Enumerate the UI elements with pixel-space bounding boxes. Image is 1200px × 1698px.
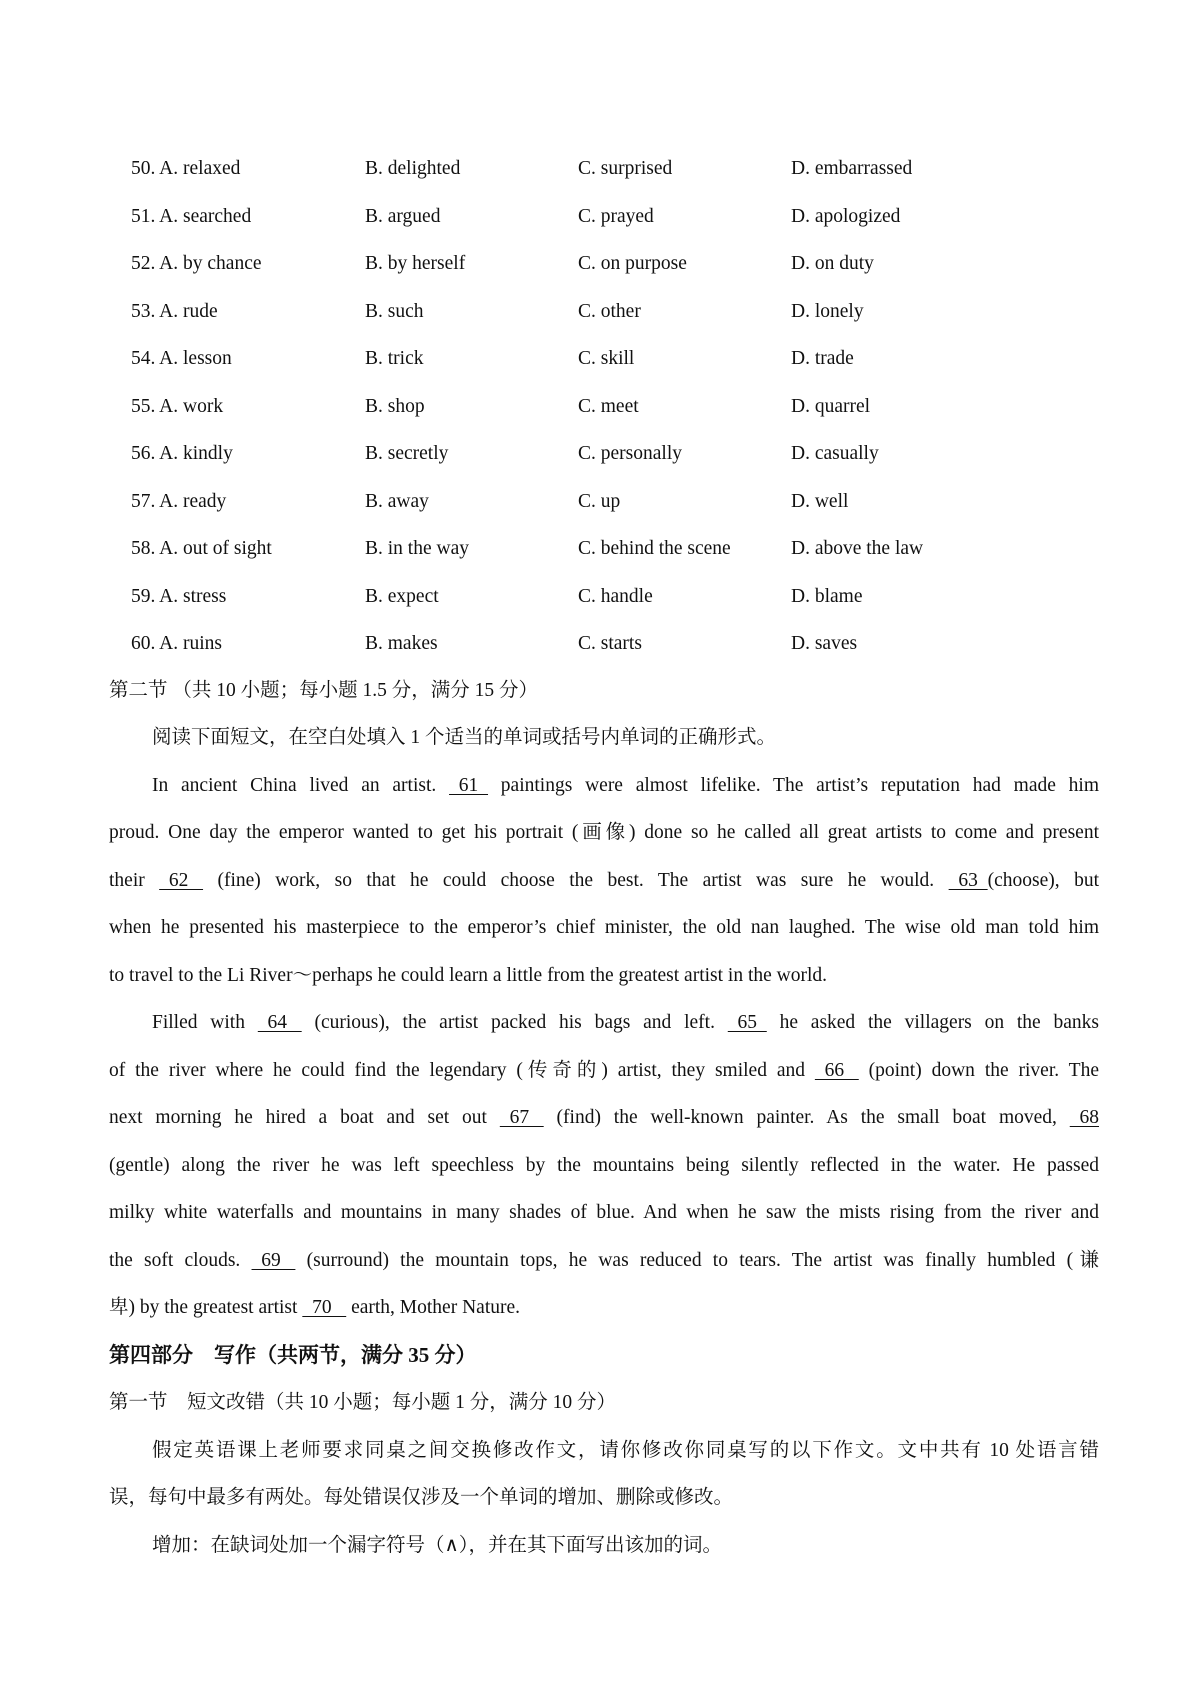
blank-64[interactable]: 64 [257, 1012, 302, 1033]
option-b: B. secretly [365, 443, 449, 464]
option-a: 55. A. work [131, 395, 224, 417]
option-d: D. embarrassed [791, 158, 913, 179]
passage-text: he asked the villagers on the banks [766, 1012, 1100, 1033]
option-b: B. makes [365, 633, 438, 654]
option-d: D. above the law [791, 538, 924, 559]
option-b: B. away [365, 490, 429, 512]
passage-text: (surround) the mountain tops, he was reduced to tears. The artist was finally humbled (谦 [295, 1250, 1099, 1271]
passage-line: when he presented his masterpiece to the emperor’s chief minister, the old nan laughed. The wise old man told him [109, 917, 1099, 938]
passage-text: (fine) work, so that he could choose the best. The artist was sure he would. [203, 870, 949, 891]
passage-line: proud. One day the emperor wanted to get his portrait (画像) done so he called all great artists to come and present [109, 822, 1099, 843]
question-row [0, 344, 1200, 374]
option-d: D. lonely [791, 300, 864, 322]
blank-61[interactable]: 61 [449, 775, 489, 796]
question-row [0, 249, 1200, 279]
option-a: 52. A. by chance [131, 253, 262, 274]
passage-line: (gentle) along the river he was left speechless by the mountains being silently reflected in the water. He passed [109, 1155, 1099, 1176]
option-a: 50. A. relaxed [131, 158, 241, 179]
option-c: C. surprised [578, 158, 673, 179]
option-b: B. argued [365, 205, 441, 227]
blank-66[interactable]: 66 [814, 1060, 859, 1081]
passage-line [109, 1056, 1099, 1086]
part-heading: 第四部分 写作（共两节，满分 35 分） [109, 1343, 477, 1367]
option-c: C. prayed [578, 205, 654, 227]
option-a: 59. A. stress [131, 585, 227, 607]
section-heading: 第二节 （共 10 小题；每小题 1.5 分，满分 15 分） [109, 680, 539, 701]
option-c: C. other [578, 300, 641, 322]
option-c: C. behind the scene [578, 538, 731, 559]
passage-text: next morning he hired a boat and set out [109, 1107, 500, 1128]
blank-67[interactable]: 67 [499, 1107, 544, 1128]
option-a: 60. A. ruins [131, 633, 223, 654]
option-d: D. on duty [791, 253, 874, 274]
section-heading: 第一节 短文改错（共 10 小题；每小题 1 分，满分 10 分） [109, 1392, 617, 1413]
option-b: B. delighted [365, 158, 461, 179]
blank-65[interactable]: 65 [727, 1012, 767, 1033]
option-c: C. personally [578, 443, 682, 464]
passage-text: (curious), the artist packed his bags and left. [301, 1012, 728, 1033]
passage-text: earth, Mother Nature. [346, 1297, 521, 1318]
blank-68[interactable]: 68 [1069, 1107, 1099, 1128]
option-a: 53. A. rude [131, 300, 218, 322]
blank-69[interactable]: 69 [251, 1250, 296, 1271]
instruction-line: 假定英语课上老师要求同桌之间交换修改作文，请你修改你同桌写的以下作文。文中共有 10 处语言错 [152, 1440, 1099, 1461]
passage-text: 卑) by the greatest artist [109, 1297, 303, 1318]
passage-text: In ancient China lived an artist. [152, 775, 450, 796]
passage-text: their [109, 870, 160, 891]
passage-line [109, 1103, 1099, 1133]
question-row [0, 439, 1200, 469]
option-d: D. quarrel [791, 395, 871, 417]
passage-text: (choose), but [987, 870, 1099, 891]
option-c: C. skill [578, 348, 635, 369]
instruction-line: 误，每句中最多有两处。每处错误仅涉及一个单词的增加、删除或修改。 [109, 1487, 734, 1508]
option-a: 56. A. kindly [131, 443, 233, 464]
option-d: D. well [791, 490, 849, 512]
section-instruction: 阅读下面短文，在空白处填入 1 个适当的单词或括号内单词的正确形式。 [152, 727, 777, 748]
passage-line [152, 1008, 1099, 1038]
passage-text: Filled with [152, 1012, 258, 1033]
option-d: D. saves [791, 633, 858, 654]
option-b: B. expect [365, 585, 439, 607]
passage-line [109, 1293, 1099, 1323]
option-d: D. casually [791, 443, 879, 464]
option-c: C. starts [578, 633, 642, 654]
question-row [0, 582, 1200, 612]
option-c: C. up [578, 490, 621, 512]
option-d: D. trade [791, 348, 854, 369]
question-row [0, 534, 1200, 564]
option-b: B. such [365, 300, 424, 322]
question-row [0, 392, 1200, 422]
option-c: C. on purpose [578, 253, 687, 274]
option-a: 57. A. ready [131, 490, 227, 512]
passage-line [109, 866, 1099, 896]
option-d: D. apologized [791, 205, 901, 227]
passage-line: to travel to the Li River～perhaps he could learn a little from the greatest artist in the world. [109, 965, 828, 986]
option-b: B. by herself [365, 253, 466, 274]
passage-text: paintings were almost lifelike. The artist’s reputation had made him [488, 775, 1099, 796]
option-c: C. handle [578, 585, 653, 607]
passage-text: of the river where he could find the legendary (传奇的) artist, they smiled and [109, 1060, 815, 1081]
option-a: 54. A. lesson [131, 348, 232, 369]
blank-62[interactable]: 62 [159, 870, 204, 891]
option-b: B. in the way [365, 538, 469, 559]
question-row [0, 629, 1200, 659]
option-a: 51. A. searched [131, 205, 252, 227]
question-row [0, 487, 1200, 517]
question-row [0, 297, 1200, 327]
blank-70[interactable]: 70 [302, 1297, 347, 1318]
passage-text: the soft clouds. [109, 1250, 252, 1271]
option-c: C. meet [578, 395, 639, 417]
option-b: B. shop [365, 395, 425, 417]
question-row [0, 154, 1200, 184]
passage-line [152, 771, 1099, 801]
option-b: B. trick [365, 348, 424, 369]
option-a: 58. A. out of sight [131, 538, 272, 559]
passage-text: (point) down the river. The [858, 1060, 1099, 1081]
passage-text: (find) the well-known painter. As the small boat moved, [543, 1107, 1070, 1128]
passage-line [109, 1246, 1099, 1276]
question-row [0, 202, 1200, 232]
blank-63[interactable]: 63 [948, 870, 988, 891]
option-d: D. blame [791, 585, 863, 607]
passage-line: milky white waterfalls and mountains in many shades of blue. And when he saw the mists rising from the river and [109, 1202, 1099, 1223]
instruction-line: 增加：在缺词处加一个漏字符号（∧），并在其下面写出该加的词。 [152, 1535, 723, 1556]
